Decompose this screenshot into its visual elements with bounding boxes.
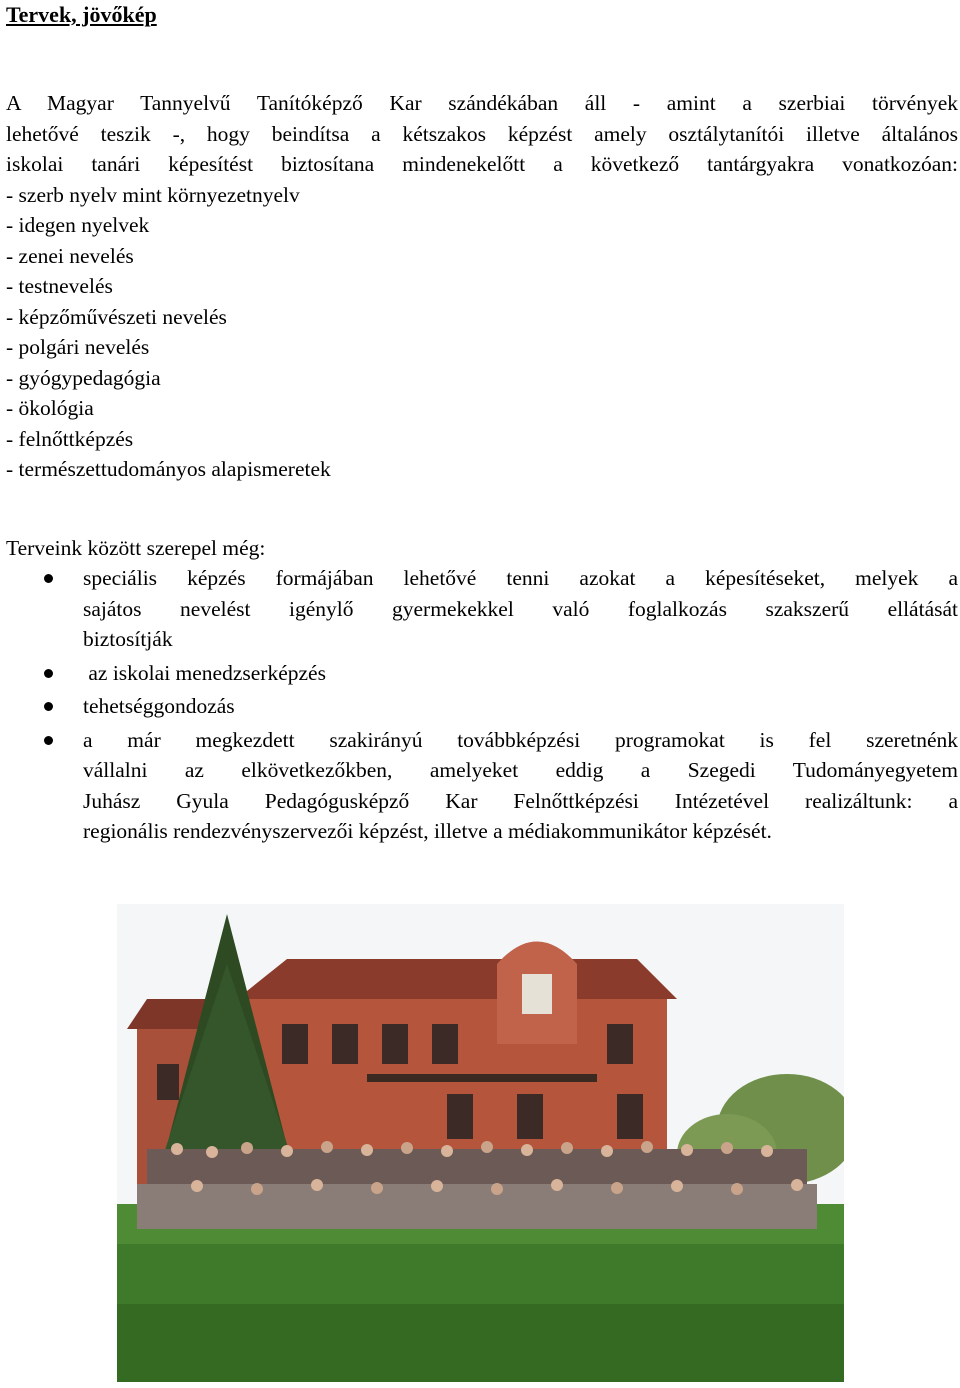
subject-list: [6, 180, 958, 485]
subject-item: - gyógypedagógia: [6, 365, 161, 390]
plan-line: speciális képzés formájában lehetővé tenni azokat a képesítéseket, melyek a: [83, 566, 958, 590]
subject-item: - képzőművészeti nevelés: [6, 304, 227, 329]
intro-line: iskolai tanári képesítést biztosítana mindenekelőtt a következő tantárgyakra vonatkozóan:: [6, 152, 958, 176]
plans-heading: Terveink között szerepel még:: [6, 536, 266, 560]
page-title: Tervek, jövőkép: [6, 2, 157, 27]
subject-item: - ökológia: [6, 396, 94, 420]
subject-item: - idegen nyelvek: [6, 213, 150, 237]
plan-line: Juhász Gyula Pedagógusképző Kar Felnőttképzési Intézetével realizáltunk: a: [83, 788, 958, 813]
plans-list: [6, 563, 958, 850]
subject-item: - testnevelés: [6, 274, 113, 298]
plan-line: vállalni az elkövetkezőkben, amelyeket eddig a Szegedi Tudományegyetem: [83, 758, 958, 782]
subject-item: - polgári nevelés: [6, 335, 150, 359]
intro-line: lehetővé teszik -, hogy beindítsa a kétszakos képzést amely osztálytanítói illetve általános: [6, 121, 958, 146]
plan-line: az iskolai menedzserképzés: [83, 660, 326, 685]
plan-item: [6, 563, 958, 655]
plan-line: sajátos nevelést igénylő gyermekekkel való foglalkozás szakszerű ellátását: [83, 596, 958, 621]
plan-line: regionális rendezvényszervezői képzést, illetve a médiakommunikátor képzését.: [83, 819, 772, 843]
plan-line: biztosítják: [83, 627, 173, 651]
crowd: [137, 1184, 817, 1229]
group-photo: [117, 904, 844, 1382]
bullet-icon: [44, 702, 53, 711]
subject-item: - természettudományos alapismeretek: [6, 457, 331, 481]
lawn-foreground: [117, 1304, 844, 1382]
subject-item: - zenei nevelés: [6, 243, 134, 268]
roof-main: [237, 959, 677, 999]
bullet-icon: [44, 574, 53, 583]
group-photo-illustration: [117, 904, 844, 1382]
balcony: [367, 1074, 597, 1082]
plan-line: tehetséggondozás: [83, 694, 235, 718]
intro-line: A Magyar Tannyelvű Tanítóképző Kar szándékában áll - amint a szerbiai törvények: [6, 91, 958, 115]
gable-window: [522, 974, 552, 1014]
plan-item: [6, 658, 958, 689]
plan-item: [6, 725, 958, 847]
intro-paragraph: [6, 88, 958, 485]
subject-item: - felnőttképzés: [6, 426, 134, 451]
plan-item: [6, 691, 958, 722]
bullet-icon: [44, 736, 53, 745]
plan-line: a már megkezdett szakirányú továbbképzési programokat is fel szeretnénk: [83, 727, 958, 752]
bullet-icon: [44, 669, 53, 678]
subject-item: - szerb nyelv mint környezetnyelv: [6, 182, 300, 207]
